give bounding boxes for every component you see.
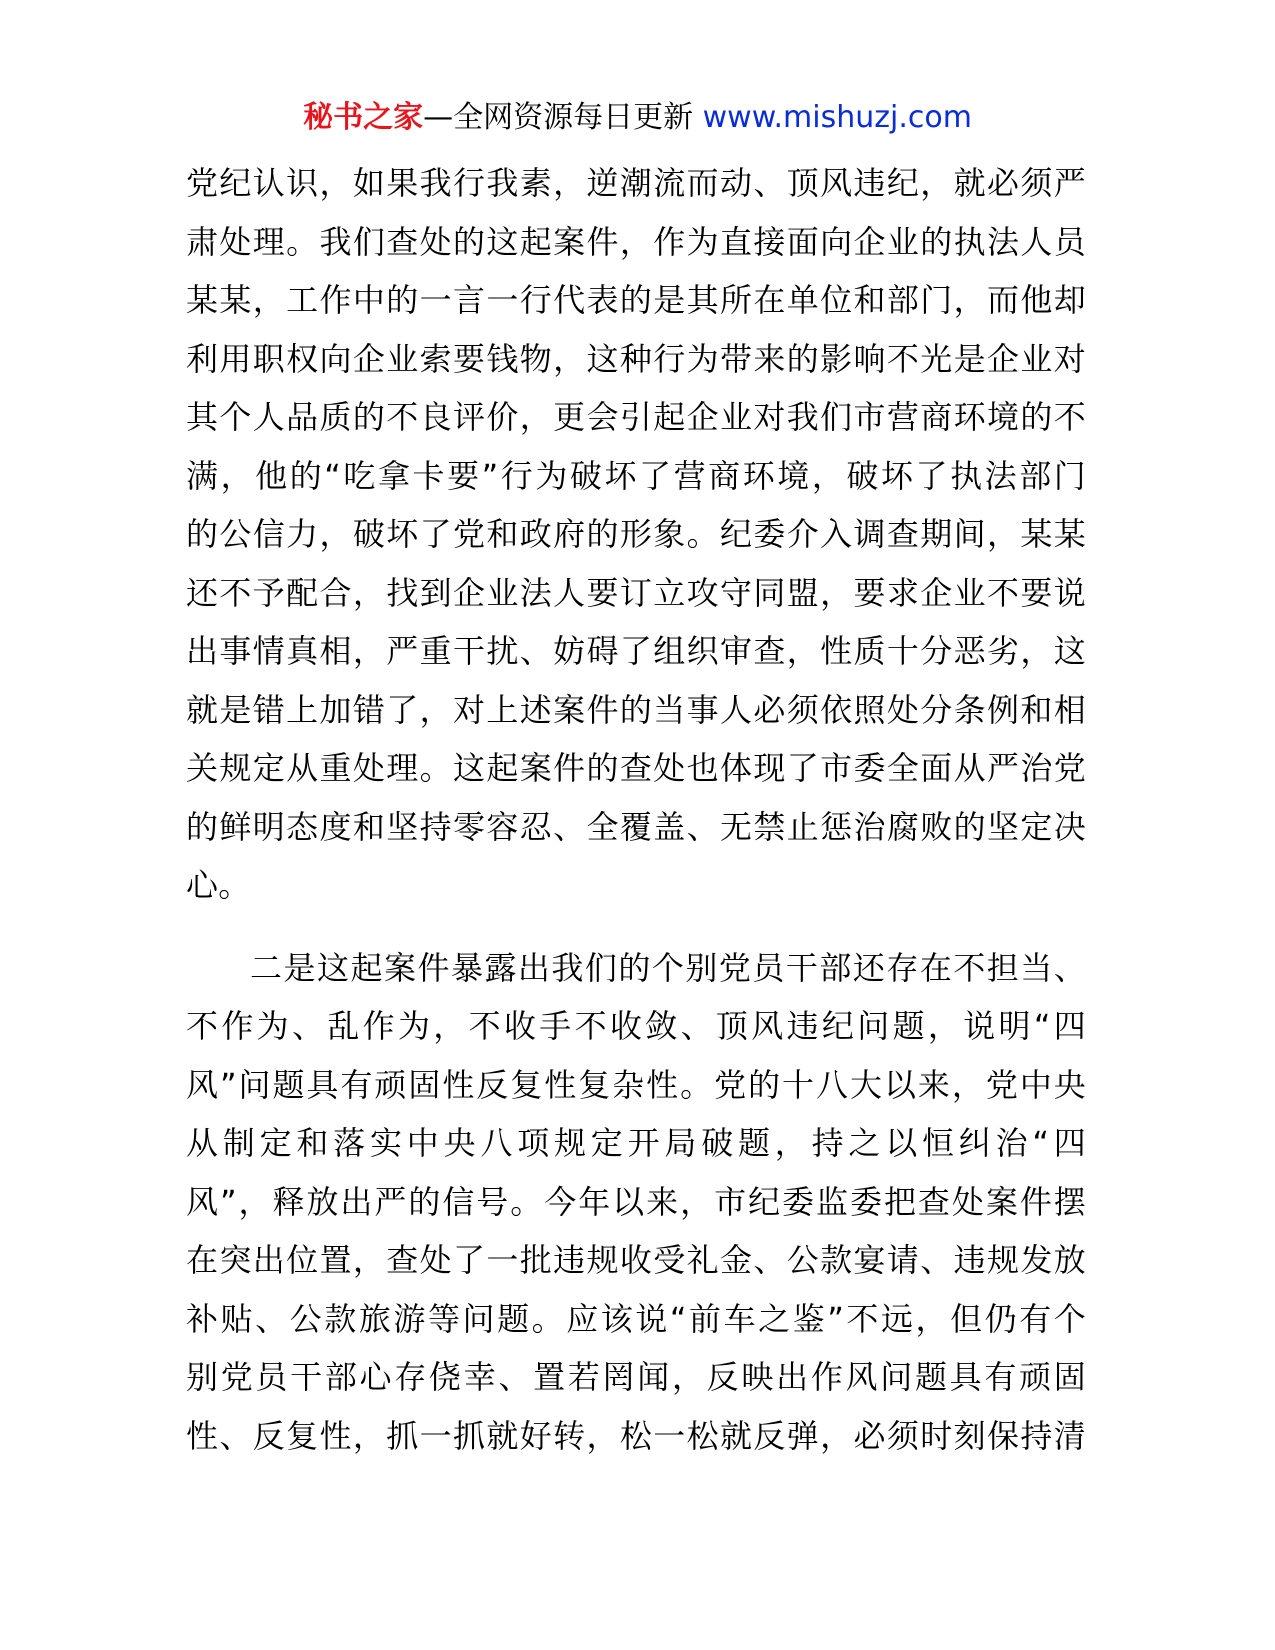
text-line: 肃处理。我们查处的这起案件，作为直接面向企业的执法人员 xyxy=(186,222,1086,261)
text-line: 某某，工作中的一言一行代表的是其所在单位和部门，而他却 xyxy=(186,281,1086,319)
text-line: 风”问题具有顽固性反复性复杂性。党的十八大以来，党中央 xyxy=(186,1065,1086,1104)
paragraph-2 xyxy=(186,939,1086,1466)
text-line: 从制定和落实中央八项规定开局破题，持之以恒纠治“四 xyxy=(186,1124,1086,1162)
site-brand-name: 秘书之家 xyxy=(303,100,424,135)
text-line: 还不予配合，找到企业法人要订立攻守同盟，要求企业不要说 xyxy=(186,573,1086,612)
text-line: 出事情真相，严重干扰、妨碍了组织审查，性质十分恶劣，这 xyxy=(186,632,1086,670)
text-line: 利用职权向企业索要钱物，这种行为带来的影响不光是企业对 xyxy=(186,339,1086,378)
document-body xyxy=(186,154,1086,1465)
text-line: 在突出位置，查处了一批违规收受礼金、公款宴请、违规发放 xyxy=(186,1241,1086,1279)
text-line: 别党员干部心存侥幸、置若罔闻，反映出作风问题具有顽固 xyxy=(186,1358,1086,1396)
site-url-link[interactable]: www.mishuzj.com xyxy=(702,100,972,135)
text-line: 党纪认识，如果我行我素，逆潮流而动、顶风违纪，就必须严 xyxy=(186,164,1086,202)
text-line: 二是这起案件暴露出我们的个别党员干部还存在不担当、 xyxy=(250,948,1086,987)
paragraph-1 xyxy=(186,154,1086,915)
text-line: 补贴、公款旅游等问题。应该说“前车之鉴”不远，但仍有个 xyxy=(186,1299,1086,1338)
text-line: 就是错上加错了，对上述案件的当事人必须依照处分条例和相 xyxy=(186,690,1086,729)
text-line: 不作为、乱作为，不收手不收敛、顶风违纪问题，说明“四 xyxy=(186,1007,1086,1045)
text-line: 的鲜明态度和坚持零容忍、全覆盖、无禁止惩治腐败的坚定决 xyxy=(186,807,1086,846)
site-slogan: —全网资源每日更新 xyxy=(423,100,703,135)
paragraph-gap xyxy=(186,915,1086,939)
page-header xyxy=(0,96,1275,140)
text-line: 关规定从重处理。这起案件的查处也体现了市委全面从严治党 xyxy=(186,749,1086,787)
text-line: 的公信力，破坏了党和政府的形象。纪委介入调查期间，某某 xyxy=(186,515,1086,553)
text-line: 其个人品质的不良评价，更会引起企业对我们市营商环境的不 xyxy=(186,398,1086,436)
text-line: 性、反复性，抓一抓就好转，松一松就反弹，必须时刻保持清 xyxy=(186,1416,1086,1455)
text-line: 心。 xyxy=(186,866,251,904)
text-line: 满，他的“吃拿卡要”行为破坏了营商环境，破坏了执法部门 xyxy=(186,456,1086,495)
text-line: 风”，释放出严的信号。今年以来，市纪委监委把查处案件摆 xyxy=(186,1182,1086,1221)
